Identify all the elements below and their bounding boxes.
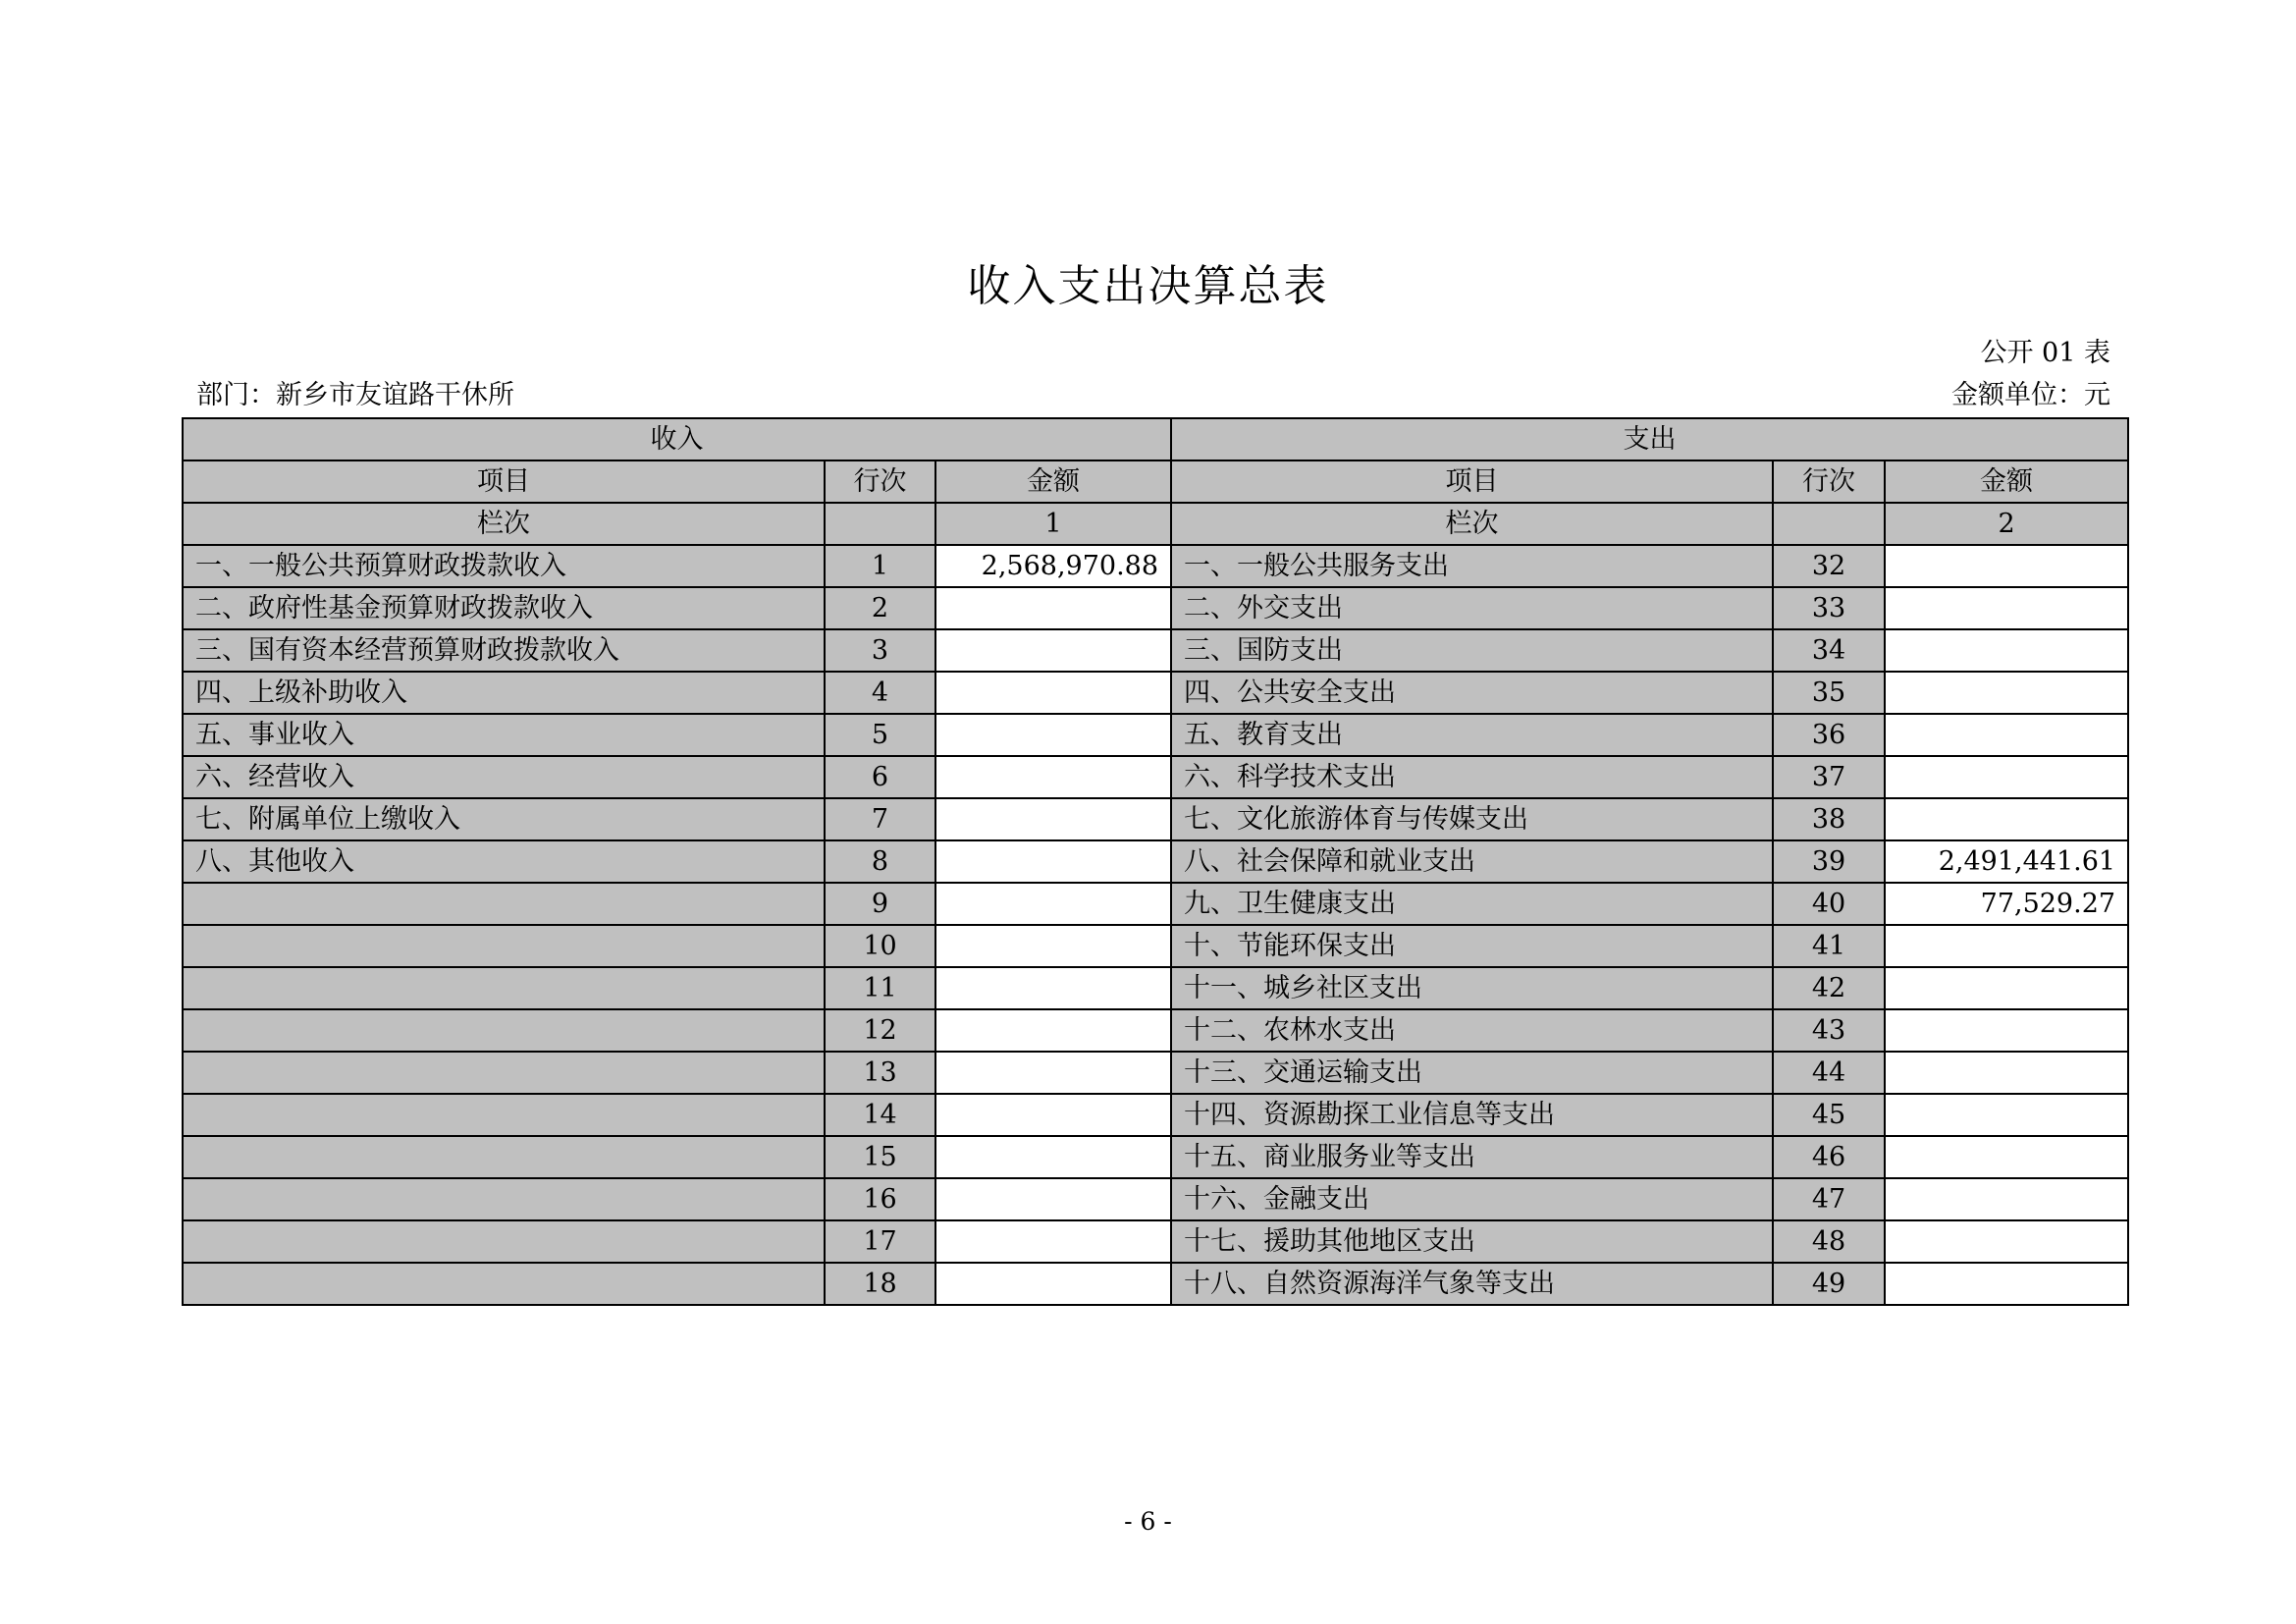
income-line-no-cell: 6 (825, 756, 935, 798)
table-row (183, 756, 2128, 798)
income-amount-cell (935, 629, 1171, 672)
income-line-no-cell: 12 (825, 1009, 935, 1052)
table-row (183, 1009, 2128, 1052)
income-column-number: 1 (935, 503, 1171, 545)
expense-item-cell: 十五、商业服务业等支出 (1171, 1136, 1773, 1178)
expense-line-no-cell: 32 (1773, 545, 1885, 587)
table-row (183, 798, 2128, 840)
income-item-cell (183, 1136, 825, 1178)
expense-item-cell: 十六、金融支出 (1171, 1178, 1773, 1220)
expense-amount-cell (1885, 798, 2128, 840)
expense-item-cell: 十七、援助其他地区支出 (1171, 1220, 1773, 1263)
income-line-no-cell: 14 (825, 1094, 935, 1136)
income-line-no-header: 行次 (825, 460, 935, 503)
income-item-cell: 一、一般公共预算财政拨款收入 (183, 545, 825, 587)
form-number: 公开 01 表 (1980, 338, 2110, 368)
income-item-cell (183, 1178, 825, 1220)
table-row (183, 1136, 2128, 1178)
expense-amount-cell (1885, 967, 2128, 1009)
income-amount-cell (935, 1263, 1171, 1305)
income-amount-cell: 2,568,970.88 (935, 545, 1171, 587)
expense-line-no-cell: 36 (1773, 714, 1885, 756)
income-item-cell: 八、其他收入 (183, 840, 825, 883)
expense-line-no-cell: 47 (1773, 1178, 1885, 1220)
income-line-no-blank (825, 503, 935, 545)
table-row (183, 545, 2128, 587)
expense-line-no-cell: 44 (1773, 1052, 1885, 1094)
income-item-cell: 七、附属单位上缴收入 (183, 798, 825, 840)
income-item-cell (183, 1220, 825, 1263)
table-row (183, 1263, 2128, 1305)
income-item-cell (183, 1052, 825, 1094)
expense-line-no-cell: 34 (1773, 629, 1885, 672)
expense-amount-cell (1885, 672, 2128, 714)
expense-item-header: 项目 (1171, 460, 1773, 503)
table-row (183, 925, 2128, 967)
expense-line-no-blank (1773, 503, 1885, 545)
expense-item-cell: 十三、交通运输支出 (1171, 1052, 1773, 1094)
expense-amount-cell: 77,529.27 (1885, 883, 2128, 925)
expense-line-no-cell: 41 (1773, 925, 1885, 967)
income-line-no-cell: 3 (825, 629, 935, 672)
income-amount-cell (935, 1094, 1171, 1136)
expense-item-cell: 十、节能环保支出 (1171, 925, 1773, 967)
expense-amount-cell (1885, 756, 2128, 798)
expense-amount-cell (1885, 1220, 2128, 1263)
expense-amount-cell (1885, 1136, 2128, 1178)
income-amount-cell (935, 1009, 1171, 1052)
table-row (183, 840, 2128, 883)
income-line-no-cell: 5 (825, 714, 935, 756)
expense-amount-cell (1885, 714, 2128, 756)
income-amount-cell (935, 587, 1171, 629)
expense-amount-cell (1885, 629, 2128, 672)
expense-item-cell: 六、科学技术支出 (1171, 756, 1773, 798)
income-item-cell (183, 967, 825, 1009)
expense-item-cell: 八、社会保障和就业支出 (1171, 840, 1773, 883)
income-section-header: 收入 (183, 418, 1171, 460)
income-amount-cell (935, 1136, 1171, 1178)
expense-amount-cell: 2,491,441.61 (1885, 840, 2128, 883)
expense-line-no-cell: 40 (1773, 883, 1885, 925)
income-amount-cell (935, 883, 1171, 925)
income-amount-cell (935, 714, 1171, 756)
expense-item-cell: 九、卫生健康支出 (1171, 883, 1773, 925)
expense-line-no-cell: 35 (1773, 672, 1885, 714)
income-line-no-cell: 18 (825, 1263, 935, 1305)
income-item-cell (183, 1009, 825, 1052)
expense-line-no-cell: 48 (1773, 1220, 1885, 1263)
expense-item-cell: 七、文化旅游体育与传媒支出 (1171, 798, 1773, 840)
expense-line-no-cell: 49 (1773, 1263, 1885, 1305)
expense-amount-cell (1885, 1052, 2128, 1094)
expense-line-no-cell: 37 (1773, 756, 1885, 798)
income-amount-cell (935, 1052, 1171, 1094)
income-item-cell (183, 1263, 825, 1305)
income-item-cell: 三、国有资本经营预算财政拨款收入 (183, 629, 825, 672)
expense-item-cell: 十一、城乡社区支出 (1171, 967, 1773, 1009)
expense-item-cell: 四、公共安全支出 (1171, 672, 1773, 714)
expense-item-cell: 十四、资源勘探工业信息等支出 (1171, 1094, 1773, 1136)
expense-section-header: 支出 (1171, 418, 2128, 460)
income-item-cell (183, 925, 825, 967)
expense-amount-cell (1885, 545, 2128, 587)
expense-line-no-cell: 38 (1773, 798, 1885, 840)
income-item-cell: 六、经营收入 (183, 756, 825, 798)
expense-item-cell: 三、国防支出 (1171, 629, 1773, 672)
income-line-no-cell: 17 (825, 1220, 935, 1263)
expense-line-no-cell: 33 (1773, 587, 1885, 629)
section-header-row (183, 418, 2128, 460)
income-amount-cell (935, 967, 1171, 1009)
expense-line-no-header: 行次 (1773, 460, 1885, 503)
column-number-row (183, 503, 2128, 545)
document-title: 收入支出决算总表 (967, 261, 1329, 311)
table-row (183, 1220, 2128, 1263)
income-line-no-cell: 10 (825, 925, 935, 967)
amount-unit-label: 金额单位：元 (1951, 380, 2110, 410)
income-amount-cell (935, 672, 1171, 714)
income-line-no-cell: 13 (825, 1052, 935, 1094)
table-row (183, 967, 2128, 1009)
expense-line-no-cell: 43 (1773, 1009, 1885, 1052)
income-amount-cell (935, 1220, 1171, 1263)
table-row (183, 883, 2128, 925)
expense-line-no-cell: 42 (1773, 967, 1885, 1009)
expense-amount-header: 金额 (1885, 460, 2128, 503)
income-line-no-cell: 7 (825, 798, 935, 840)
expense-item-cell: 二、外交支出 (1171, 587, 1773, 629)
income-amount-cell (935, 1178, 1171, 1220)
table-row (183, 1052, 2128, 1094)
table-row (183, 587, 2128, 629)
income-column-label: 栏次 (183, 503, 825, 545)
income-expense-table (182, 417, 2129, 1306)
table-row (183, 714, 2128, 756)
expense-line-no-cell: 39 (1773, 840, 1885, 883)
income-line-no-cell: 1 (825, 545, 935, 587)
income-item-cell: 四、上级补助收入 (183, 672, 825, 714)
expense-line-no-cell: 46 (1773, 1136, 1885, 1178)
expense-item-cell: 十八、自然资源海洋气象等支出 (1171, 1263, 1773, 1305)
income-amount-cell (935, 798, 1171, 840)
expense-amount-cell (1885, 925, 2128, 967)
income-item-header: 项目 (183, 460, 825, 503)
expense-amount-cell (1885, 587, 2128, 629)
income-item-cell: 二、政府性基金预算财政拨款收入 (183, 587, 825, 629)
income-line-no-cell: 15 (825, 1136, 935, 1178)
income-item-cell (183, 1094, 825, 1136)
income-line-no-cell: 9 (825, 883, 935, 925)
expense-column-number: 2 (1885, 503, 2128, 545)
income-amount-cell (935, 925, 1171, 967)
page-number: - 6 - (1124, 1507, 1172, 1536)
income-item-cell: 五、事业收入 (183, 714, 825, 756)
table-row (183, 1178, 2128, 1220)
income-line-no-cell: 2 (825, 587, 935, 629)
table-row (183, 672, 2128, 714)
expense-item-cell: 五、教育支出 (1171, 714, 1773, 756)
department-label: 部门：新乡市友谊路干休所 (196, 380, 514, 410)
income-item-cell (183, 883, 825, 925)
income-line-no-cell: 4 (825, 672, 935, 714)
expense-amount-cell (1885, 1094, 2128, 1136)
expense-item-cell: 一、一般公共服务支出 (1171, 545, 1773, 587)
income-amount-cell (935, 840, 1171, 883)
expense-item-cell: 十二、农林水支出 (1171, 1009, 1773, 1052)
income-amount-cell (935, 756, 1171, 798)
income-line-no-cell: 11 (825, 967, 935, 1009)
income-amount-header: 金额 (935, 460, 1171, 503)
income-line-no-cell: 8 (825, 840, 935, 883)
expense-line-no-cell: 45 (1773, 1094, 1885, 1136)
expense-amount-cell (1885, 1263, 2128, 1305)
expense-column-label: 栏次 (1171, 503, 1773, 545)
income-line-no-cell: 16 (825, 1178, 935, 1220)
table-row (183, 629, 2128, 672)
column-header-row (183, 460, 2128, 503)
table-row (183, 1094, 2128, 1136)
expense-amount-cell (1885, 1009, 2128, 1052)
expense-amount-cell (1885, 1178, 2128, 1220)
